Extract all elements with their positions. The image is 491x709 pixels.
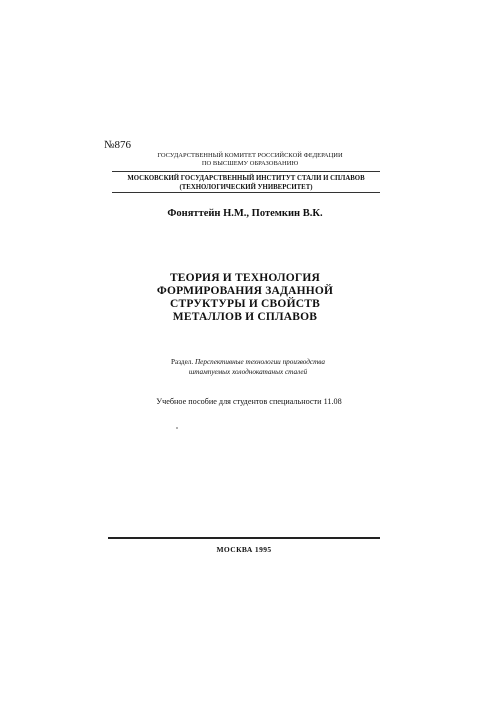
section-info (128, 357, 368, 377)
authors: Фоняттейн Н.М., Потемкин В.К. (167, 208, 323, 219)
scan-speck (176, 427, 178, 429)
bottom-divider (108, 537, 380, 539)
divider (112, 171, 380, 172)
ministry-heading (150, 152, 350, 168)
institute-heading (112, 174, 380, 192)
ministry-line: ПО ВЫСШЕМУ ОБРАЗОВАНИЮ (201, 160, 299, 167)
catalog-number: №876 (104, 139, 131, 151)
title-line: ФОРМИРОВАНИЯ ЗАДАННОЙ (156, 285, 334, 297)
institute-line: (ТЕХНОЛОГИЧЕСКИЙ УНИВЕРСИТЕТ) (179, 184, 313, 191)
ministry-line: ГОСУДАРСТВЕННЫЙ КОМИТЕТ РОССИЙСКОЙ ФЕДЕРАЦИИ (157, 152, 343, 159)
section-title-line: штампуемых холоднокатаных сталей (188, 368, 308, 376)
city-year: МОСКВА 1995 (216, 545, 272, 554)
title-line: ТЕОРИЯ И ТЕХНОЛОГИЯ (169, 272, 321, 284)
purpose-line: Учебное пособие для студентов специальности 11.08 (156, 397, 342, 406)
section-title-line: Перспективные технологии производства (194, 358, 325, 366)
title-line: МЕТАЛЛОВ И СПЛАВОВ (172, 311, 318, 323)
book-title (120, 272, 370, 324)
institute-line: МОСКОВСКИЙ ГОСУДАРСТВЕННЫЙ ИНСТИТУТ СТАЛИ И СПЛАВОВ (127, 175, 365, 182)
divider (112, 192, 380, 193)
section-prefix: Раздел. (171, 358, 194, 366)
title-line: СТРУКТУРЫ И СВОЙСТВ (170, 298, 320, 310)
